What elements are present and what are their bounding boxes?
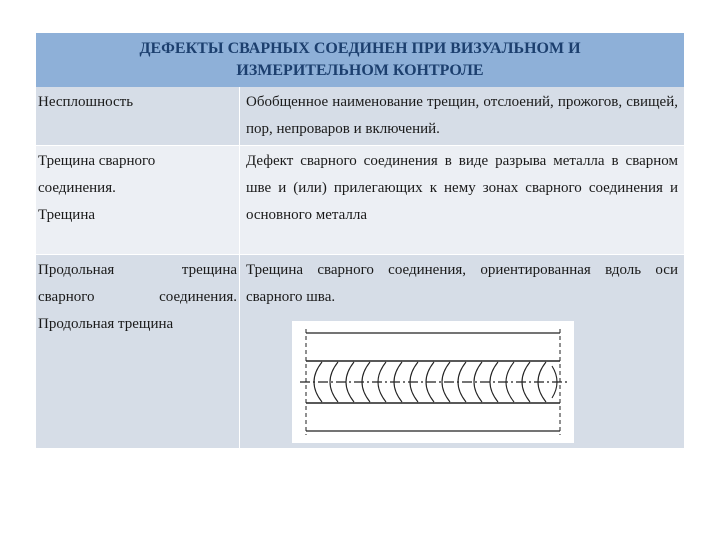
definition-cell: Обобщенное наименование трещин, отслоений, прожогов, свищей, пор, непроваров и включений. — [246, 94, 678, 137]
term-text: сварного соединения. — [38, 289, 237, 305]
term-cell — [36, 255, 240, 448]
term-text: Продольная трещина — [38, 316, 174, 332]
definition-cell: Дефект сварного соединения в виде разрыва металла в сварном шве и (или) прилегающих к нему зонах сварного соединения и основного металла — [246, 153, 678, 223]
term-text: Несплошность — [38, 94, 134, 110]
longitudinal-crack-diagram — [292, 321, 574, 443]
table-header — [36, 33, 684, 87]
term-text: Трещина — [38, 207, 96, 223]
term-cell — [36, 146, 240, 254]
header-line-2: ИЗМЕРИТЕЛЬНОМ КОНТРОЛЕ — [236, 62, 484, 79]
term-text: Трещина сварного — [38, 153, 156, 169]
table-row — [36, 87, 684, 146]
table-row — [36, 146, 684, 255]
term-cell — [36, 87, 240, 145]
term-text: соединения. — [38, 180, 116, 196]
definition-cell: Трещина сварного соединения, ориентированная вдоль оси сварного шва. — [246, 262, 678, 305]
term-text: Продольная трещина — [38, 262, 237, 278]
header-line-1: ДЕФЕКТЫ СВАРНЫХ СОЕДИНЕН ПРИ ВИЗУАЛЬНОМ И — [139, 40, 581, 57]
